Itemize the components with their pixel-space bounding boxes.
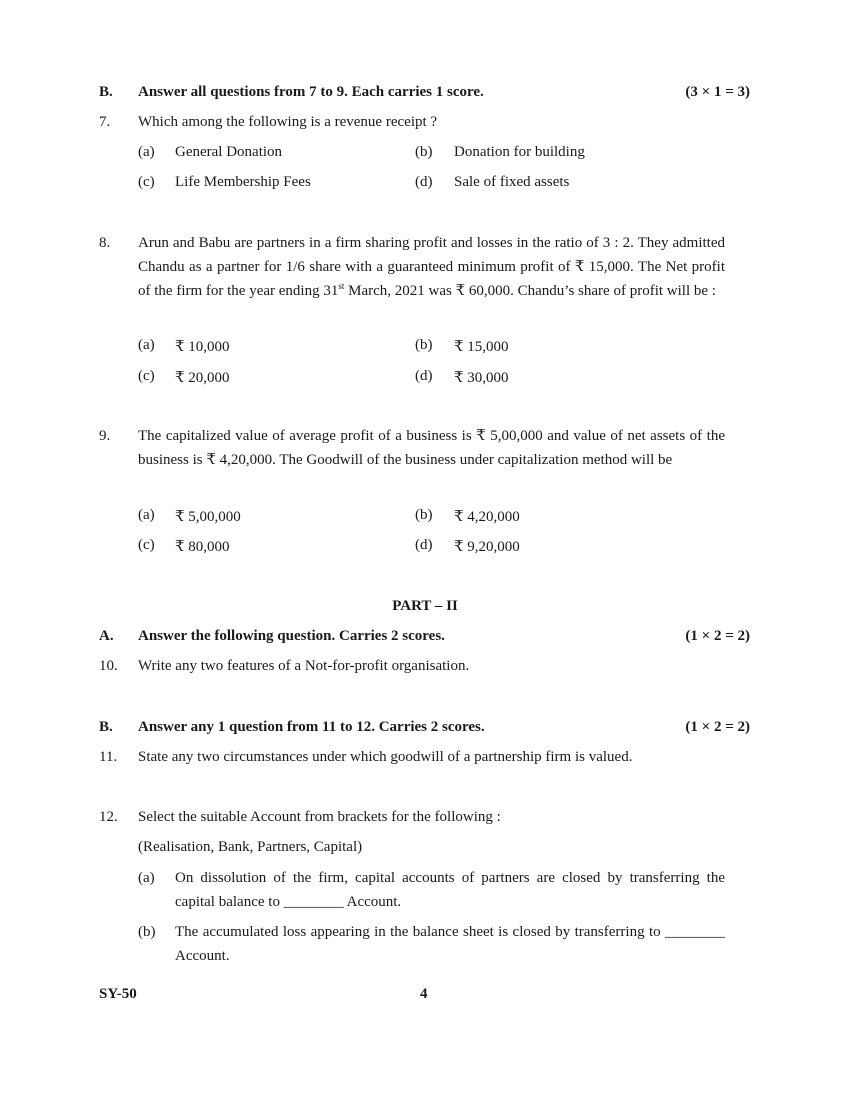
section-marks: (3 × 1 = 3): [685, 84, 750, 100]
question-text: The capitalized value of average profit of a business is ₹ 5,00,000 and value of net assets of the business is ₹ 4,20,000. The Goodwill of the business under capitalization method will be: [138, 428, 725, 468]
question-text: State any two circumstances under which goodwill of a partnership firm is valued.: [138, 749, 633, 765]
option-label: (b): [415, 337, 433, 353]
option-label: (c): [138, 368, 155, 384]
part-title: PART – II: [392, 598, 458, 614]
section-heading: Answer all questions from 7 to 9. Each carries 1 score.: [138, 84, 484, 100]
option-label: (a): [138, 507, 155, 523]
section-heading: Answer any 1 question from 11 to 12. Carries 2 scores.: [138, 719, 485, 735]
option-label: (a): [138, 337, 155, 353]
section-heading: Answer the following question. Carries 2 scores.: [138, 628, 445, 644]
option-text: ₹ 20,000: [175, 370, 230, 386]
option-text: Life Membership Fees: [175, 174, 311, 190]
page-number: 4: [420, 986, 428, 1002]
question-text-part: March, 2021 was ₹ 60,000. Chandu’s share of profit will be :: [344, 283, 716, 299]
option-text: ₹ 30,000: [454, 370, 509, 386]
option-text: ₹ 80,000: [175, 539, 230, 555]
question-number: 10.: [99, 658, 118, 674]
question-text: Select the suitable Account from brackets for the following :: [138, 809, 501, 825]
option-text: Sale of fixed assets: [454, 174, 570, 190]
question-text: Which among the following is a revenue receipt ?: [138, 114, 438, 130]
part-label: (b): [138, 924, 156, 940]
option-text: ₹ 5,00,000: [175, 509, 241, 525]
footer-code: SY-50: [99, 986, 137, 1002]
question-text: [138, 231, 725, 303]
option-text: ₹ 9,20,000: [454, 539, 520, 555]
option-label: (b): [415, 144, 433, 160]
section-letter: A.: [99, 628, 114, 644]
option-label: (c): [138, 537, 155, 553]
option-label: (d): [415, 174, 433, 190]
section-letter: B.: [99, 84, 113, 100]
part-text: The accumulated loss appearing in the balance sheet is closed by transferring to ________ Account.: [175, 924, 725, 964]
option-text: General Donation: [175, 144, 283, 160]
superscript: st: [338, 281, 345, 291]
section-marks: (1 × 2 = 2): [685, 719, 750, 735]
option-label: (d): [415, 368, 433, 384]
option-label: (a): [138, 144, 155, 160]
option-label: (d): [415, 537, 433, 553]
option-label: (c): [138, 174, 155, 190]
option-text: ₹ 4,20,000: [454, 509, 520, 525]
option-text: Donation for building: [454, 144, 585, 160]
question-text-part: Arun and Babu are partners in a firm sharing profit and losses in the ratio of 3 : 2. They admitted Chandu as a partner for 1/6 share with a guaranteed minimum profit of ₹ 15,000. The Net profit of the firm for the year ending 31: [138, 235, 725, 299]
question-number: 8.: [99, 235, 111, 251]
part-text: On dissolution of the firm, capital accounts of partners are closed by transferring the capital balance to ________ Account.: [175, 870, 725, 910]
question-number: 12.: [99, 809, 118, 825]
question-number: 7.: [99, 114, 111, 130]
part-label: (a): [138, 870, 155, 886]
question-number: 9.: [99, 428, 111, 444]
option-label: (b): [415, 507, 433, 523]
option-text: ₹ 10,000: [175, 339, 230, 355]
section-letter: B.: [99, 719, 113, 735]
choices-text: (Realisation, Bank, Partners, Capital): [138, 839, 363, 855]
question-text: Write any two features of a Not-for-profit organisation.: [138, 658, 470, 674]
option-text: ₹ 15,000: [454, 339, 509, 355]
question-number: 11.: [99, 749, 118, 765]
section-marks: (1 × 2 = 2): [685, 628, 750, 644]
